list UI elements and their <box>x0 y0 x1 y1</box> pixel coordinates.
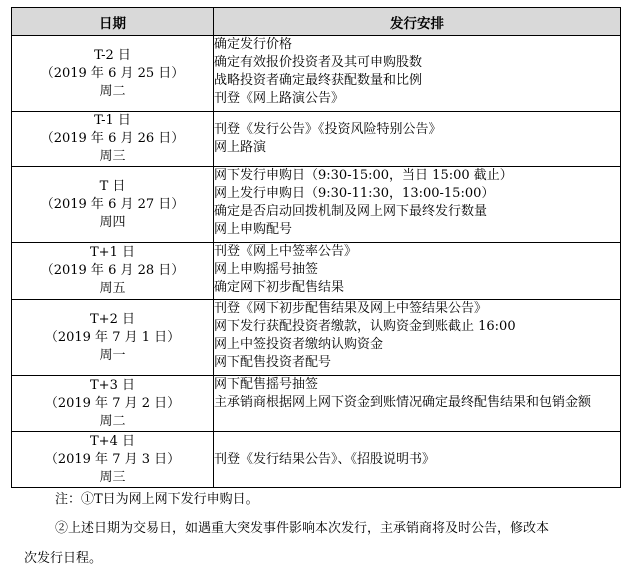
arrangement-item: 战略投资者确定最终获配数量和比例 <box>214 73 423 88</box>
table-row <box>12 432 621 488</box>
arrangement-item: 网下发行获配投资者缴款，认购资金到账截止 16:00 <box>214 319 516 334</box>
arrangement-item: 网下配售投资者配号 <box>214 355 332 370</box>
calendar-date: （2019 年 7 月 1 日） <box>44 329 181 345</box>
date-cell <box>12 167 214 243</box>
arrangement-item: 网下配售摇号抽签 <box>214 377 319 392</box>
table-row <box>12 243 621 300</box>
header-date: 日期 <box>12 8 214 36</box>
arrangement-item: 刊登《网上中签率公告》 <box>214 244 358 259</box>
day-label: T+2 日 <box>90 311 135 327</box>
table-row <box>12 300 621 376</box>
arrangement-item: 刊登《发行公告》《投资风险特别公告》 <box>214 122 442 137</box>
note-line-1: 注：①T日为网上网下发行申购日。 <box>55 492 259 507</box>
calendar-date: （2019 年 7 月 3 日） <box>44 451 181 467</box>
date-cell <box>12 243 214 300</box>
date-cell <box>12 300 214 376</box>
day-label: T-2 日 <box>94 47 131 63</box>
arrangement-cell <box>214 432 621 488</box>
date-cell <box>12 112 214 167</box>
arrangement-item: 网下发行申购日（9:30-15:00，当日 15:00 截止） <box>214 168 513 183</box>
note-line-3: 次发行日程。 <box>24 551 103 566</box>
arrangement-cell <box>214 300 621 376</box>
arrangement-cell <box>214 243 621 300</box>
date-cell <box>12 36 214 112</box>
arrangement-item: 刊登《网下初步配售结果及网上中签结果公告》 <box>214 301 488 316</box>
day-label: T+1 日 <box>90 245 135 260</box>
calendar-date: （2019 年 6 月 26 日） <box>40 131 185 146</box>
weekday: 周四 <box>99 214 126 230</box>
arrangement-item: 确定网下初步配售结果 <box>214 280 345 295</box>
arrangement-cell <box>214 376 621 432</box>
table-row <box>12 36 621 112</box>
arrangement-item: 确定发行价格 <box>214 37 293 52</box>
arrangement-item: 网上申购配号 <box>214 222 293 237</box>
note-line-2: ②上述日期为交易日，如遇重大突发事件影响本次发行，主承销商将及时公告，修改本 <box>55 521 550 536</box>
weekday: 周二 <box>99 413 126 429</box>
date-cell <box>12 376 214 432</box>
calendar-date: （2019 年 7 月 2 日） <box>44 395 181 411</box>
calendar-date: （2019 年 6 月 28 日） <box>40 263 185 278</box>
arrangement-cell <box>214 36 621 112</box>
weekday: 周三 <box>99 149 126 164</box>
calendar-date: （2019 年 6 月 25 日） <box>40 65 185 81</box>
date-cell <box>12 432 214 488</box>
weekday: 周五 <box>99 281 126 296</box>
arrangement-cell <box>214 167 621 243</box>
weekday: 周一 <box>99 347 126 363</box>
table-row <box>12 376 621 432</box>
day-label: T+4 日 <box>90 433 135 449</box>
arrangement-item: 确定是否启动回拨机制及网上网下最终发行数量 <box>214 204 488 219</box>
weekday: 周三 <box>99 469 126 485</box>
arrangement-cell <box>214 112 621 167</box>
arrangement-item: 网上中签投资者缴纳认购资金 <box>214 337 384 352</box>
issuance-schedule-table <box>11 7 621 488</box>
day-label: T-1 日 <box>94 113 131 128</box>
table-header-row <box>12 8 621 36</box>
arrangement-item: 网上申购摇号抽签 <box>214 262 319 277</box>
arrangement-item: 网上路演 <box>214 140 267 155</box>
arrangement-item: 网上发行申购日（9:30-11:30，13:00-15:00） <box>214 186 495 201</box>
arrangement-item: 刊登《发行结果公告》、《招股说明书》 <box>214 451 436 467</box>
arrangement-item: 主承销商根据网上网下资金到账情况确定最终配售结果和包销金额 <box>214 395 592 410</box>
table-row <box>12 167 621 243</box>
calendar-date: （2019 年 6 月 27 日） <box>40 196 185 212</box>
day-label: T+3 日 <box>90 377 135 393</box>
weekday: 周二 <box>99 83 126 99</box>
arrangement-item: 确定有效报价投资者及其可申购股数 <box>214 55 423 70</box>
table-row <box>12 112 621 167</box>
day-label: T 日 <box>99 178 126 194</box>
header-arrangement: 发行安排 <box>214 8 621 36</box>
arrangement-item: 刊登《网上路演公告》 <box>214 91 345 106</box>
